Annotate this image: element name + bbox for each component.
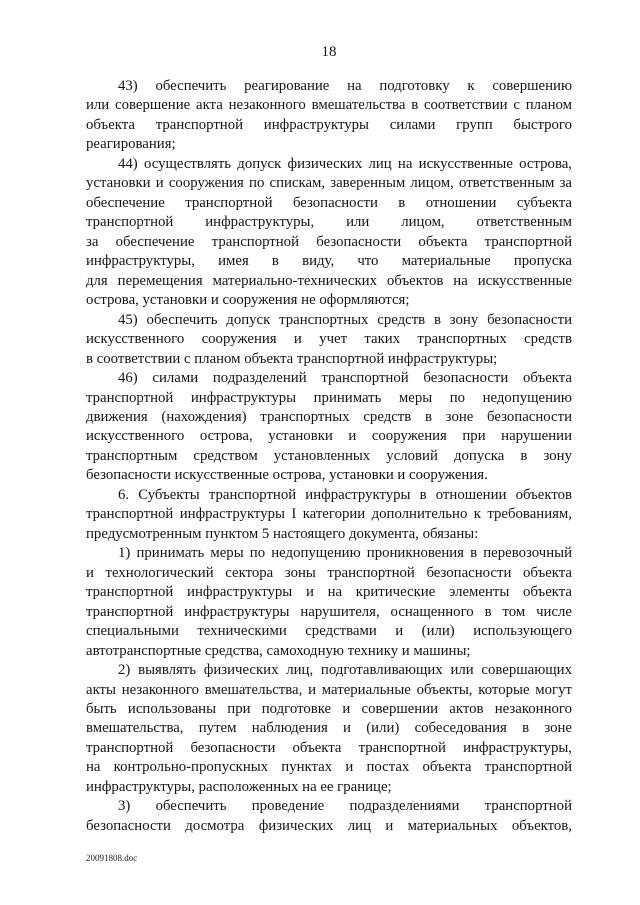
text-line: транспортной инфраструктуры I категории дополнительно к требованиям,	[86, 506, 572, 523]
paragraph-6-1	[86, 544, 572, 661]
paragraph-6	[86, 486, 572, 544]
text-line: безопасности искусственные острова, установки и сооружения.	[86, 467, 488, 484]
text-line: за обеспечение транспортной безопасности объекта транспортной	[86, 233, 572, 250]
text-line: предусмотренным пунктом 5 настоящего документа, обязаны:	[86, 525, 479, 542]
text-line: реагирования;	[86, 136, 176, 153]
text-line: искусственного острова, установки и сооружения при нарушении	[86, 428, 572, 445]
text-line: автотранспортные средства, самоходную технику и машины;	[86, 642, 471, 659]
text-line: и технологический сектора зоны транспортной безопасности объекта	[86, 564, 572, 581]
text-line: 43) обеспечить реагирование на подготовку к совершению	[118, 78, 572, 94]
text-line: транспортной инфраструктуры нарушителя, оснащенного в том числе	[86, 603, 572, 620]
text-line: в соответствии с планом объекта транспортной инфраструктуры;	[86, 350, 498, 367]
text-line: специальными техническими средствами и (или) использующего	[86, 623, 572, 640]
text-line: транспортной безопасности объекта транспортной инфраструктуры,	[86, 739, 572, 756]
text-line: быть использованы при подготовке и совершении актов незаконного	[86, 701, 572, 717]
text-line: инфраструктуры, расположенных на ее границе;	[86, 778, 392, 795]
paragraph-6-3	[86, 797, 572, 836]
paragraph-46	[86, 369, 572, 486]
text-line: транспортным средством установленных условий допуска в зону	[86, 447, 572, 464]
page-number: 18	[321, 44, 337, 60]
paragraph-45	[86, 311, 572, 369]
text-line: или совершение акта незаконного вмешательства в соответствии с планом	[86, 97, 572, 114]
footer-filename: 20091808.doc	[86, 853, 138, 863]
text-line: 1) принимать меры по недопущению проникновения в перевозочный	[118, 545, 572, 562]
text-line: для перемещения материально-технических объектов на искусственные	[86, 272, 572, 289]
paragraph-44	[86, 155, 572, 311]
text-line: установки и сооружения по спискам, заверенным лицом, ответственным за	[86, 175, 572, 192]
text-line: 45) обеспечить допуск транспортных средств в зону безопасности	[118, 311, 572, 328]
text-line: искусственного сооружения и учет таких транспортных средств	[86, 331, 572, 348]
text-line: 44) осуществлять допуск физических лиц на искусственные острова,	[118, 155, 572, 172]
text-line: острова, установки и сооружения не оформляются;	[86, 292, 410, 309]
text-line: акты незаконного вмешательства, и материальные объекты, которые могут	[86, 681, 572, 698]
text-line: транспортной инфраструктуры принимать меры по недопущению	[86, 389, 572, 406]
text-line: инфраструктуры, имея в виду, что материальные пропуска	[86, 253, 572, 270]
document-body	[86, 77, 572, 836]
text-line: безопасности досмотра физических лиц и материальных объектов,	[86, 817, 572, 834]
text-line: объекта транспортной инфраструктуры силами групп быстрого	[86, 116, 572, 133]
text-line: транспортной инфраструктуры, или лицом, ответственным	[86, 214, 572, 231]
paragraph-43	[86, 77, 572, 155]
text-line: движения (нахождения) транспортных средств в зоне безопасности	[86, 408, 572, 425]
text-line: обеспечение транспортной безопасности в отношении субъекта	[86, 194, 572, 211]
text-line: на контрольно-пропускных пунктах и постах объекта транспортной	[86, 759, 572, 776]
text-line: 2) выявлять физических лиц, подготавливающих или совершающих	[118, 662, 572, 679]
text-line: транспортной инфраструктуры и на критические элементы объекта	[86, 584, 572, 601]
text-line: 3) обеспечить проведение подразделениями транспортной	[118, 798, 572, 815]
text-line: 6. Субъекты транспортной инфраструктуры в отношении объектов	[118, 486, 572, 503]
paragraph-6-2	[86, 661, 572, 797]
text-line: 46) силами подразделений транспортной безопасности объекта	[118, 370, 572, 387]
text-line: вмешательства, путем наблюдения и (или) собеседования в зоне	[86, 720, 572, 737]
